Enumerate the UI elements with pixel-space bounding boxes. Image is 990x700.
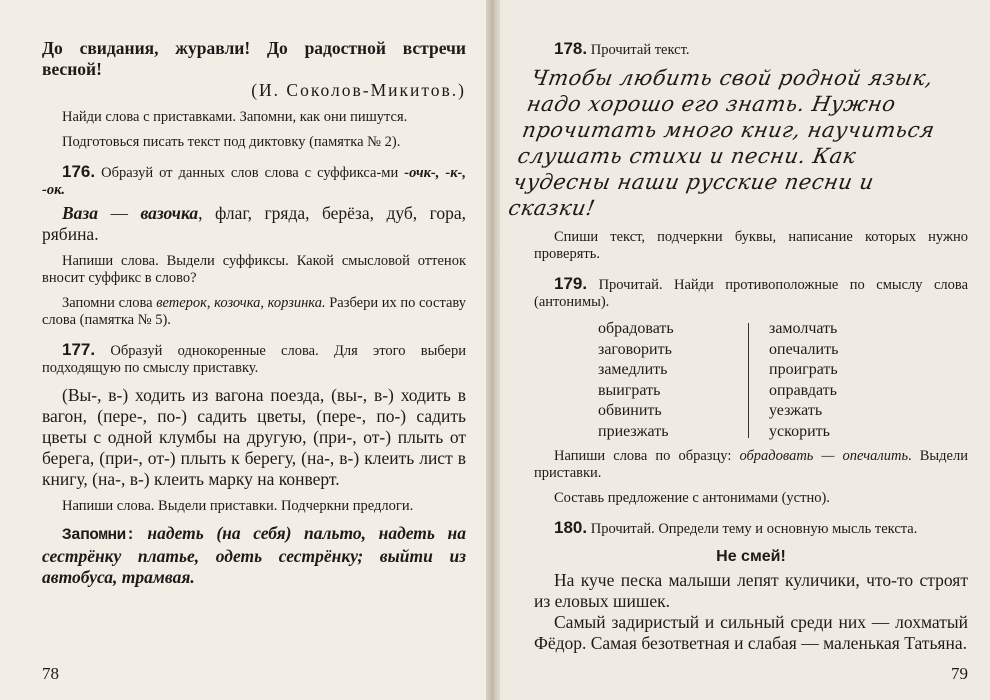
story-paragraph-2: Самый задиристый и сильный среди них — лохматый Фёдор. Самая безответная и слабая — маленькая Татьяна. (534, 612, 968, 653)
exercise-178-write: Спиши текст, подчеркни буквы, написание которых нужно проверять. (534, 229, 968, 262)
exercise-177-write: Напиши слова. Выдели приставки. Подчеркни предлоги. (62, 498, 414, 514)
antonym-divider (748, 323, 749, 438)
antonym-word: уезжать (769, 402, 823, 419)
exercise-176-suffixes: -очк-, -к-, -ок. (42, 165, 467, 198)
exercise-180-number: 180. (554, 518, 588, 537)
remember-box (42, 523, 466, 588)
antonym-table (598, 319, 968, 442)
sample-words: обрадовать — опечалить (739, 448, 909, 464)
exercise-179-compose: Составь предложение с антонимами (устно). (554, 490, 830, 506)
exercise-179-number: 179. (554, 274, 588, 293)
antonym-word: обвинить (598, 402, 662, 419)
task-dictation: Подготовься писать текст под диктовку (памятка № 2). (62, 134, 401, 150)
word-list: , флаг, гряда, берёза, дуб, гора, рябина. (42, 203, 467, 244)
antonym-word: замедлить (598, 361, 668, 378)
left-page (0, 0, 488, 700)
antonym-word: ускорить (769, 422, 830, 440)
antonym-word: проиграть (769, 361, 838, 378)
remember-label: Запомни: (62, 526, 135, 544)
exercise-177-task: Образуй однокоренные слова. Для этого выбери подходящую по смыслу приставку. (42, 343, 466, 376)
exercise-177 (42, 341, 466, 377)
farewell-author: (И. Соколов-Микитов.) (251, 80, 466, 100)
exercise-177-number: 177. (62, 340, 96, 359)
farewell-quote: До свидания, журавли! До радостной встречи весной! (42, 38, 466, 79)
remember-prefix: Запомни слова (62, 295, 157, 311)
story-paragraph-1: На куче песка малыши лепят куличики, что-то строят из еловых шишек. (534, 570, 968, 611)
exercise-179-task: Прочитай. Найди противоположные по смыслу слова (антонимы). (534, 277, 969, 310)
antonym-column-right (763, 319, 919, 442)
sample-prefix: Напиши слова по образцу: (554, 448, 740, 464)
page-number-right: 79 (951, 664, 968, 683)
exercise-179 (534, 275, 968, 311)
example-result: вазочка (140, 203, 199, 223)
exercise-180 (534, 519, 968, 538)
exercise-176-task: Образуй от данных слов слова с суффикса-ми (101, 165, 405, 181)
exercise-176-number: 176. (62, 162, 96, 181)
antonym-word: обрадовать (598, 320, 674, 337)
antonym-word: замолчать (769, 320, 838, 337)
right-page (500, 0, 990, 700)
antonym-word: опечалить (769, 340, 839, 358)
exercise-178-task: Прочитай текст. (590, 42, 690, 58)
page-number-left: 78 (42, 664, 59, 683)
exercise-176-remember (42, 295, 466, 329)
sample-suffix: . Выдели приставки. (534, 448, 968, 481)
antonym-column-left (598, 319, 748, 442)
antonym-word: заговорить (598, 340, 672, 358)
antonym-word: оправдать (769, 381, 837, 399)
task-prefixes: Найди слова с приставками. Запомни, как они пишутся. (62, 109, 408, 125)
story-title: Не смей! (716, 548, 786, 565)
exercise-178 (534, 40, 968, 59)
exercise-176 (42, 163, 466, 199)
antonym-word: выиграть (598, 381, 661, 399)
remember-words: ветерок, козочка, корзинка. (156, 295, 326, 311)
example-word: Ваза (62, 203, 98, 223)
remember-suffix: Разбери их по составу слова (памятка № 5). (42, 295, 467, 328)
example-dash: — (98, 203, 141, 223)
exercise-179-write (534, 448, 968, 482)
exercise-177-text: (Вы-, в-) ходить из вагона поезда, (вы-, в-) ходить в вагон, (пере-, по-) садить цветы, (пере-, по-) садить цветы с одной клумбы на другую, (при-, от-) плыть от берега, (при-, от-) плыть к берегу, (на-, в-) клеить лист в книгу, (на-, в-) клеить марку на конверт. (42, 385, 466, 489)
exercise-176-words (42, 203, 466, 245)
antonym-word: приезжать (598, 422, 669, 440)
remember-text: надеть (на себя) пальто, надеть на сестрёнку платье, одеть сестрёнку; выйти из автобуса, трамвая. (42, 523, 466, 587)
exercise-178-handwriting: Чтобы любить свой родной язык, надо хорошо его знать. Нужно прочитать много книг, научиться слушать стихи и песни. Как чудесны наши русские песни и сказки! (506, 66, 937, 220)
exercise-180-task: Прочитай. Определи тему и основную мысль текста. (590, 521, 918, 537)
exercise-178-number: 178. (554, 39, 588, 58)
exercise-176-write: Напиши слова. Выдели суффиксы. Какой смысловой оттенок вносит суффикс в слово? (42, 253, 466, 286)
